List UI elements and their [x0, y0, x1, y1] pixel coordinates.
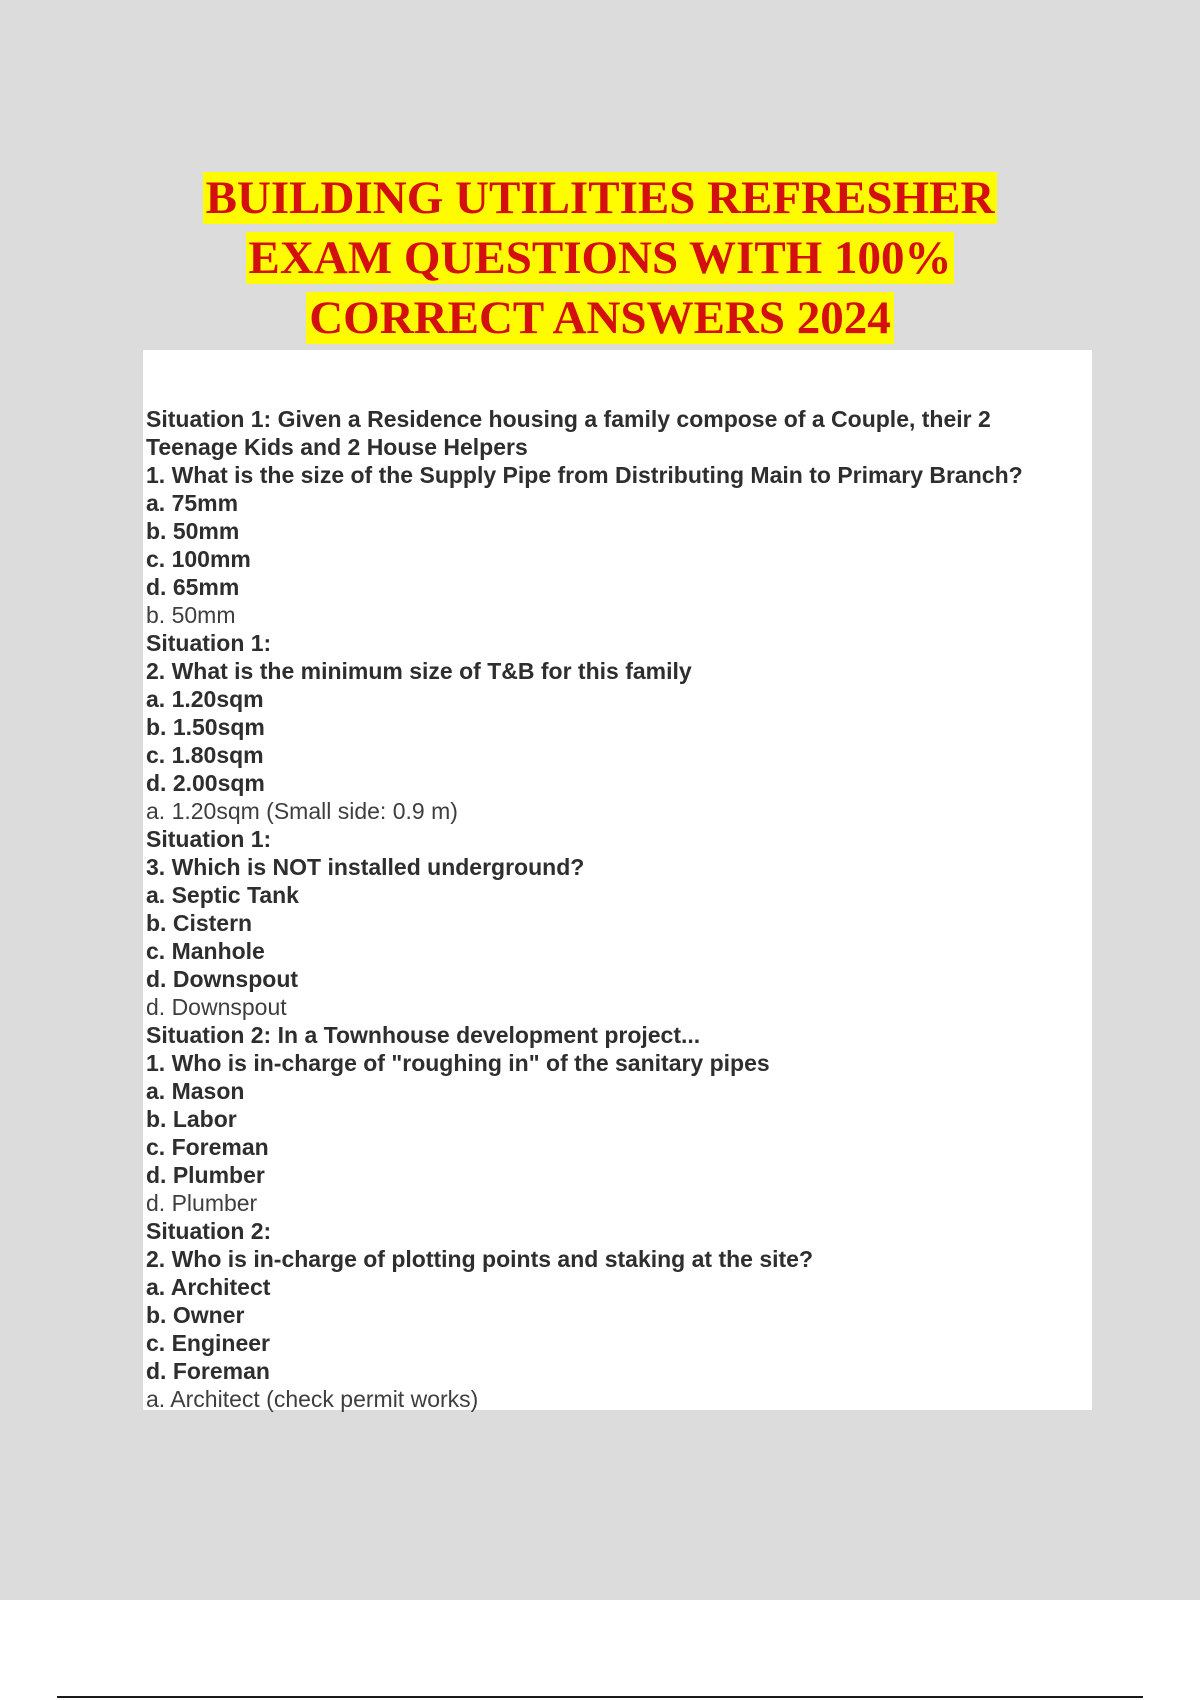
title-line-2: EXAM QUESTIONS WITH 100% — [246, 232, 955, 284]
question-text: 3. Which is NOT installed underground? — [146, 854, 585, 880]
choice-option: a. 75mm — [146, 490, 239, 516]
situation-heading: Situation 1: Given a Residence housing a family compose of a Couple, their 2 — [146, 406, 991, 432]
situation-heading: Situation 2: — [146, 1218, 272, 1244]
choice-option: b. 1.50sqm — [146, 714, 265, 740]
choice-option: b. Owner — [146, 1302, 245, 1328]
choice-option: b. 50mm — [146, 518, 240, 544]
question-text: 2. What is the minimum size of T&B for this family — [146, 658, 692, 684]
choice-option: a. Septic Tank — [146, 882, 299, 908]
choice-option: d. 2.00sqm — [146, 770, 265, 796]
choice-option: c. Manhole — [146, 938, 265, 964]
choice-option: b. Labor — [146, 1106, 237, 1132]
situation-heading: Situation 1: — [146, 826, 272, 852]
choice-option: d. 65mm — [146, 574, 240, 600]
choice-option: d. Plumber — [146, 1162, 265, 1188]
answer-line: d. Downspout — [146, 994, 287, 1020]
choice-option: a. 1.20sqm — [146, 686, 264, 712]
situation-heading: Situation 1: — [146, 630, 272, 656]
answer-line: b. 50mm — [146, 602, 236, 628]
choice-option: c. Engineer — [146, 1330, 270, 1356]
question-line: Teenage Kids and 2 House Helpers — [146, 434, 528, 460]
document-title — [0, 168, 1200, 348]
answer-line: a. Architect (check permit works) — [146, 1386, 479, 1412]
choice-option: c. 1.80sqm — [146, 742, 264, 768]
choice-option: a. Architect — [146, 1274, 271, 1300]
question-text: 2. Who is in-charge of plotting points and staking at the site? — [146, 1246, 814, 1272]
footer-divider — [57, 1696, 1143, 1698]
situation-heading: Situation 2: In a Townhouse development project... — [146, 1022, 701, 1048]
choice-option: d. Foreman — [146, 1358, 270, 1384]
choice-option: c. Foreman — [146, 1134, 269, 1160]
question-text: 1. What is the size of the Supply Pipe from Distributing Main to Primary Branch? — [146, 462, 1023, 488]
answer-line: d. Plumber — [146, 1190, 258, 1216]
choice-option: c. 100mm — [146, 546, 251, 572]
choice-option: a. Mason — [146, 1078, 245, 1104]
question-list — [146, 405, 1086, 1413]
choice-option: b. Cistern — [146, 910, 253, 936]
title-line-1: BUILDING UTILITIES REFRESHER — [203, 172, 998, 224]
question-text: 1. Who is in-charge of "roughing in" of the sanitary pipes — [146, 1050, 770, 1076]
choice-option: d. Downspout — [146, 966, 299, 992]
answer-line: a. 1.20sqm (Small side: 0.9 m) — [146, 798, 458, 824]
title-line-3: CORRECT ANSWERS 2024 — [306, 292, 894, 344]
